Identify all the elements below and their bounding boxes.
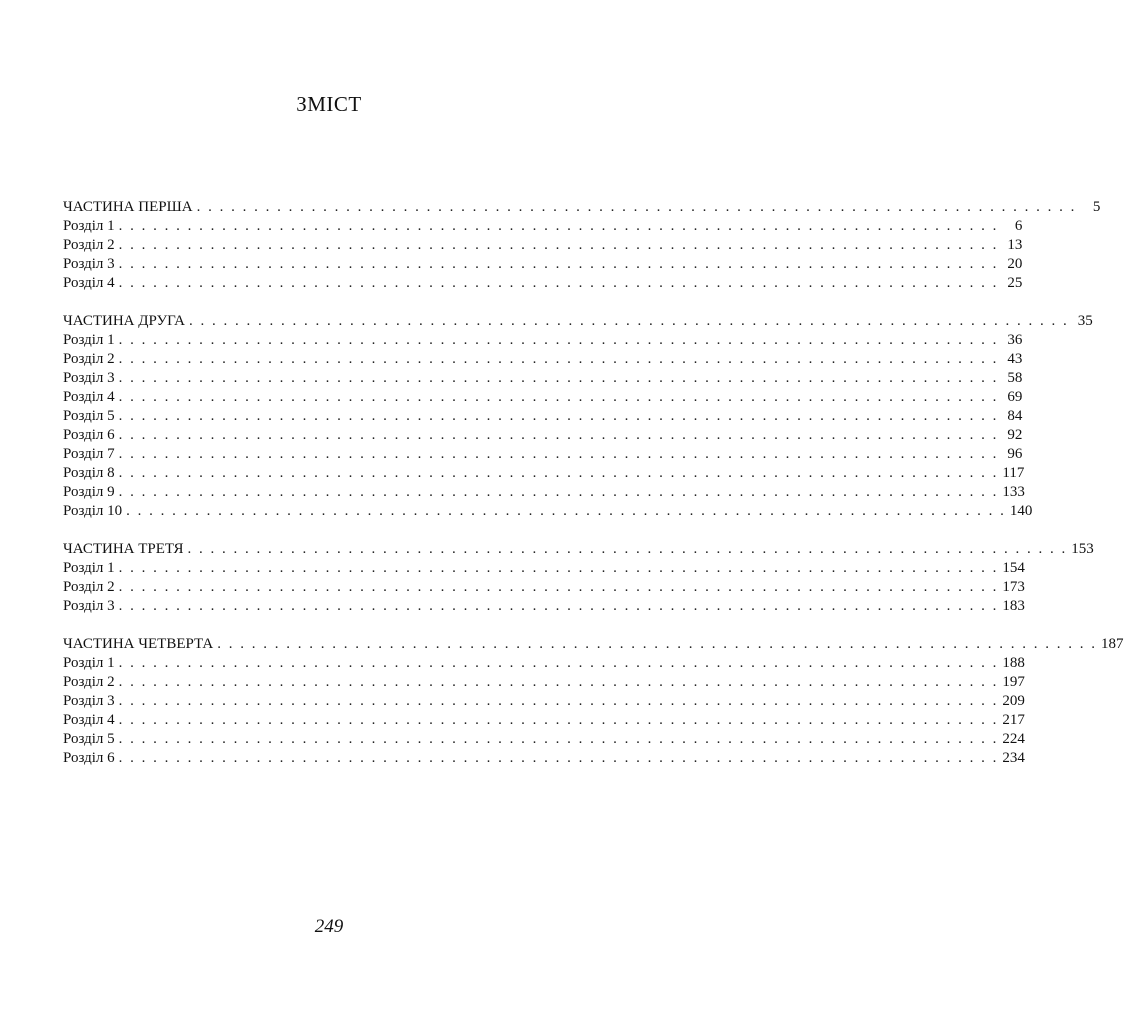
chapter-entry [63,464,1025,483]
chapter-entry-page: 92 [1007,427,1023,443]
dot-leader: . . . . . . . . . . . . . . . . . . . . . . . . . . . . . . . . . . . . . . . . . . . . . . . . . . . . . . . . . . . . . . . . . . . . . . . . . . . . . [188,313,1069,329]
chapter-entry [63,274,1023,293]
dot-leader: . . . . . . . . . . . . . . . . . . . . . . . . . . . . . . . . . . . . . . . . . . . . . . . . . . . . . . . . . . . . . . . . . . . . . . . . . . . . . [118,351,999,367]
dot-leader: . . . . . . . . . . . . . . . . . . . . . . . . . . . . . . . . . . . . . . . . . . . . . . . . . . . . . . . . . . . . . . . . . . . . . . . . . . . . . [196,199,1077,215]
dot-leader: . . . . . . . . . . . . . . . . . . . . . . . . . . . . . . . . . . . . . . . . . . . . . . . . . . . . . . . . . . . . . . . . . . . . . . . . . . . . . [118,750,999,766]
chapter-entry-label: Розділ 3 [63,370,115,386]
chapter-entry-page: 188 [1002,655,1025,671]
part-heading-label: ЧАСТИНА ТРЕТЯ [63,541,184,557]
dot-leader: . . . . . . . . . . . . . . . . . . . . . . . . . . . . . . . . . . . . . . . . . . . . . . . . . . . . . . . . . . . . . . . . . . . . . . . . . . . . . [118,332,999,348]
page-number: 249 [314,916,344,937]
chapter-entry-page: 154 [1002,560,1025,576]
chapter-entry [63,369,1023,388]
page-title: ЗМІСТ [296,92,362,116]
chapter-entry-label: Розділ 1 [63,332,115,348]
chapter-entry [63,597,1025,616]
chapter-entry [63,217,1023,236]
chapter-entry [63,559,1025,578]
chapter-entry [63,445,1023,464]
dot-leader: . . . . . . . . . . . . . . . . . . . . . . . . . . . . . . . . . . . . . . . . . . . . . . . . . . . . . . . . . . . . . . . . . . . . . . . . . . . . . [118,446,999,462]
dot-leader: . . . . . . . . . . . . . . . . . . . . . . . . . . . . . . . . . . . . . . . . . . . . . . . . . . . . . . . . . . . . . . . . . . . . . . . . . . . . . [187,541,1068,557]
toc-part [63,635,1124,768]
chapter-entry-page: 173 [1002,579,1025,595]
chapter-entry-page: 140 [1009,503,1033,519]
chapter-entry-page: 217 [1002,712,1025,728]
chapter-entry [63,236,1023,255]
part-heading-label: ЧАСТИНА ЧЕТВЕРТА [63,636,214,652]
dot-leader: . . . . . . . . . . . . . . . . . . . . . . . . . . . . . . . . . . . . . . . . . . . . . . . . . . . . . . . . . . . . . . . . . . . . . . . . . . . . . [118,465,999,481]
dot-leader: . . . . . . . . . . . . . . . . . . . . . . . . . . . . . . . . . . . . . . . . . . . . . . . . . . . . . . . . . . . . . . . . . . . . . . . . . . . . . [118,275,999,291]
chapter-entry [63,388,1023,407]
chapter-entry-label: Розділ 2 [63,674,115,690]
chapter-entry [63,255,1023,274]
chapter-entry-page: 224 [1002,731,1025,747]
part-heading-page: 5 [1092,199,1101,215]
chapter-entry-label: Розділ 2 [63,237,115,253]
chapter-entry [63,673,1025,692]
chapter-entry-label: Розділ 1 [63,560,115,576]
chapter-entry-label: Розділ 1 [63,655,115,671]
chapter-entry-label: Розділ 4 [63,389,115,405]
chapter-entry [63,578,1025,597]
dot-leader: . . . . . . . . . . . . . . . . . . . . . . . . . . . . . . . . . . . . . . . . . . . . . . . . . . . . . . . . . . . . . . . . . . . . . . . . . . . . . [118,598,999,614]
toc-part [63,198,1101,293]
chapter-entry [63,407,1023,426]
chapter-entry-label: Розділ 1 [63,218,115,234]
dot-leader: . . . . . . . . . . . . . . . . . . . . . . . . . . . . . . . . . . . . . . . . . . . . . . . . . . . . . . . . . . . . . . . . . . . . . . . . . . . . . [118,693,999,709]
chapter-entry-label: Розділ 10 [63,503,123,519]
toc-part [63,540,1094,616]
part-heading [63,635,1124,654]
chapter-entry-page: 183 [1002,598,1025,614]
chapter-entry-label: Розділ 9 [63,484,115,500]
chapter-entry [63,711,1025,730]
table-of-contents [63,198,1124,787]
chapter-entry [63,654,1025,673]
dot-leader: . . . . . . . . . . . . . . . . . . . . . . . . . . . . . . . . . . . . . . . . . . . . . . . . . . . . . . . . . . . . . . . . . . . . . . . . . . . . . [118,256,999,272]
part-heading-label: ЧАСТИНА ДРУГА [63,313,185,329]
dot-leader: . . . . . . . . . . . . . . . . . . . . . . . . . . . . . . . . . . . . . . . . . . . . . . . . . . . . . . . . . . . . . . . . . . . . . . . . . . . . . [118,408,999,424]
chapter-entry-label: Розділ 3 [63,598,115,614]
dot-leader: . . . . . . . . . . . . . . . . . . . . . . . . . . . . . . . . . . . . . . . . . . . . . . . . . . . . . . . . . . . . . . . . . . . . . . . . . . . . . [118,370,999,386]
chapter-entry-label: Розділ 3 [63,256,115,272]
dot-leader: . . . . . . . . . . . . . . . . . . . . . . . . . . . . . . . . . . . . . . . . . . . . . . . . . . . . . . . . . . . . . . . . . . . . . . . . . . . . . [118,712,999,728]
chapter-entry-page: 25 [1007,275,1023,291]
chapter-entry-page: 43 [1007,351,1023,367]
chapter-entry-page: 234 [1002,750,1025,766]
part-heading-label: ЧАСТИНА ПЕРША [63,199,193,215]
chapter-entry-label: Розділ 5 [63,731,115,747]
chapter-entry-label: Розділ 3 [63,693,115,709]
dot-leader: . . . . . . . . . . . . . . . . . . . . . . . . . . . . . . . . . . . . . . . . . . . . . . . . . . . . . . . . . . . . . . . . . . . . . . . . . . . . . [126,503,1006,519]
part-heading [63,312,1093,331]
chapter-entry [63,692,1025,711]
chapter-entry [63,502,1033,521]
chapter-entry-label: Розділ 4 [63,275,115,291]
dot-leader: . . . . . . . . . . . . . . . . . . . . . . . . . . . . . . . . . . . . . . . . . . . . . . . . . . . . . . . . . . . . . . . . . . . . . . . . . . . . . [118,731,999,747]
chapter-entry-label: Розділ 7 [63,446,115,462]
chapter-entry [63,749,1025,768]
toc-part [63,312,1093,521]
chapter-entry-page: 197 [1002,674,1025,690]
part-heading-page: 35 [1077,313,1093,329]
part-heading-page: 153 [1071,541,1094,557]
dot-leader: . . . . . . . . . . . . . . . . . . . . . . . . . . . . . . . . . . . . . . . . . . . . . . . . . . . . . . . . . . . . . . . . . . . . . . . . . . . . . [118,674,999,690]
dot-leader: . . . . . . . . . . . . . . . . . . . . . . . . . . . . . . . . . . . . . . . . . . . . . . . . . . . . . . . . . . . . . . . . . . . . . . . . . . . . . [118,237,999,253]
chapter-entry-label: Розділ 4 [63,712,115,728]
chapter-entry-page: 209 [1002,693,1025,709]
chapter-entry-page: 36 [1007,332,1023,348]
chapter-entry [63,350,1023,369]
chapter-entry-label: Розділ 6 [63,427,115,443]
chapter-entry-label: Розділ 8 [63,465,115,481]
dot-leader: . . . . . . . . . . . . . . . . . . . . . . . . . . . . . . . . . . . . . . . . . . . . . . . . . . . . . . . . . . . . . . . . . . . . . . . . . . . . . [118,484,999,500]
chapter-entry-page: 20 [1007,256,1023,272]
chapter-entry-page: 96 [1007,446,1023,462]
chapter-entry-page: 13 [1007,237,1023,253]
part-heading-page: 187 [1101,636,1124,652]
chapter-entry-page: 117 [1002,465,1025,481]
chapter-entry-page: 58 [1007,370,1023,386]
chapter-entry [63,483,1025,502]
chapter-entry-page: 69 [1007,389,1023,405]
dot-leader: . . . . . . . . . . . . . . . . . . . . . . . . . . . . . . . . . . . . . . . . . . . . . . . . . . . . . . . . . . . . . . . . . . . . . . . . . . . . . [118,579,999,595]
chapter-entry-page: 133 [1002,484,1025,500]
dot-leader: . . . . . . . . . . . . . . . . . . . . . . . . . . . . . . . . . . . . . . . . . . . . . . . . . . . . . . . . . . . . . . . . . . . . . . . . . . . . . [118,389,999,405]
dot-leader: . . . . . . . . . . . . . . . . . . . . . . . . . . . . . . . . . . . . . . . . . . . . . . . . . . . . . . . . . . . . . . . . . . . . . . . . . . . . . [217,636,1098,652]
chapter-entry [63,730,1025,749]
chapter-entry [63,426,1023,445]
chapter-entry-label: Розділ 6 [63,750,115,766]
chapter-entry-label: Розділ 2 [63,579,115,595]
dot-leader: . . . . . . . . . . . . . . . . . . . . . . . . . . . . . . . . . . . . . . . . . . . . . . . . . . . . . . . . . . . . . . . . . . . . . . . . . . . . . [118,218,999,234]
part-heading [63,198,1101,217]
chapter-entry-label: Розділ 5 [63,408,115,424]
chapter-entry-page: 84 [1007,408,1023,424]
chapter-entry-label: Розділ 2 [63,351,115,367]
dot-leader: . . . . . . . . . . . . . . . . . . . . . . . . . . . . . . . . . . . . . . . . . . . . . . . . . . . . . . . . . . . . . . . . . . . . . . . . . . . . . [118,427,999,443]
dot-leader: . . . . . . . . . . . . . . . . . . . . . . . . . . . . . . . . . . . . . . . . . . . . . . . . . . . . . . . . . . . . . . . . . . . . . . . . . . . . . [118,560,999,576]
part-heading [63,540,1094,559]
chapter-entry [63,331,1023,350]
dot-leader: . . . . . . . . . . . . . . . . . . . . . . . . . . . . . . . . . . . . . . . . . . . . . . . . . . . . . . . . . . . . . . . . . . . . . . . . . . . . . [118,655,999,671]
chapter-entry-page: 6 [1014,218,1023,234]
